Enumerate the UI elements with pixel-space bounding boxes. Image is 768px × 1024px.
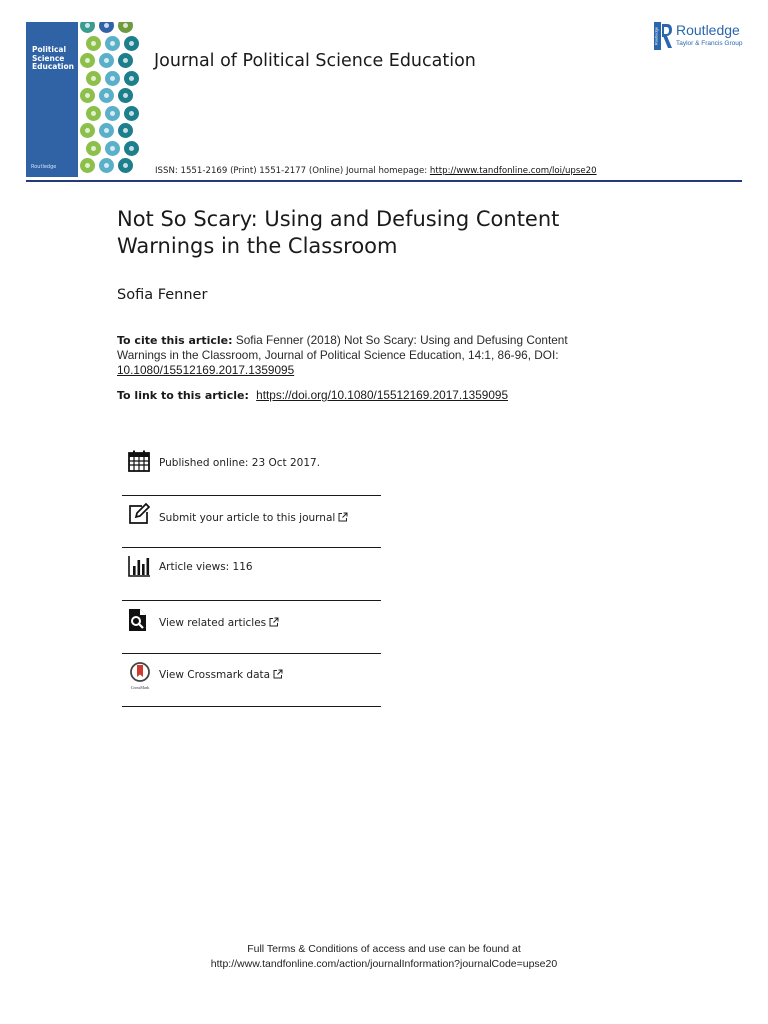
journal-homepage-link[interactable]: http://www.tandfonline.com/loi/upse20 — [429, 166, 597, 176]
bar-chart-icon — [127, 554, 151, 578]
related-articles-row[interactable] — [122, 601, 381, 653]
journal-cover — [26, 22, 140, 177]
submit-article-row[interactable] — [122, 496, 381, 548]
cover-dot-icon — [99, 22, 114, 33]
cover-dot-icon — [105, 36, 120, 51]
cover-dot-icon — [124, 141, 139, 156]
cover-title — [32, 46, 78, 72]
search-document-icon — [127, 608, 151, 632]
cover-icon-grid — [80, 22, 140, 177]
crossmark-text: View Crossmark data — [159, 669, 271, 681]
publisher-subtitle: Taylor & Francis Group — [676, 40, 743, 47]
article-views-text: Article views: 116 — [159, 561, 253, 573]
cover-dot-icon — [86, 71, 101, 86]
cover-dot-icon — [118, 22, 133, 33]
crossmark-caption: CrossMark — [130, 685, 150, 690]
article-link-block — [117, 388, 508, 402]
publisher-logo — [654, 22, 749, 50]
cover-dot-icon — [80, 88, 95, 103]
logo-side-text: Routledge — [654, 26, 659, 46]
cover-dot-icon — [118, 88, 133, 103]
submit-article-link[interactable] — [159, 512, 348, 524]
published-online-row — [122, 443, 381, 495]
footer-terms-text: Full Terms & Conditions of access and use can be found at — [247, 943, 521, 955]
routledge-logo-icon — [654, 22, 673, 50]
external-link-icon — [338, 512, 348, 522]
cover-dot-icon — [86, 141, 101, 156]
cover-publisher: Routledge — [31, 164, 57, 170]
cover-dot-icon — [99, 88, 114, 103]
article-title: Not So Scary: Using and Defusing Content Warnings in the Classroom — [117, 207, 560, 258]
footer-terms-url: http://www.tandfonline.com/action/journalInformation?journalCode=upse20 — [210, 958, 558, 970]
external-link-icon — [273, 669, 283, 679]
header-rule — [26, 180, 742, 182]
crossmark-row[interactable] — [122, 654, 381, 706]
article-doi-link[interactable]: https://doi.org/10.1080/15512169.2017.1359095 — [256, 388, 509, 402]
cover-dot-icon — [86, 106, 101, 121]
cover-dot-icon — [105, 71, 120, 86]
cover-dot-icon — [105, 141, 120, 156]
cover-dot-icon — [124, 36, 139, 51]
footer — [0, 942, 768, 972]
crossmark-link[interactable] — [159, 669, 283, 681]
article-author: Sofia Fenner — [117, 287, 208, 303]
related-articles-text: View related articles — [159, 617, 267, 629]
article-link-label: To link to this article: — [117, 389, 249, 402]
cover-dot-icon — [124, 71, 139, 86]
cover-title-line: Science — [32, 53, 65, 63]
info-divider — [122, 706, 381, 707]
citation-doi-link[interactable]: 10.1080/15512169.2017.1359095 — [117, 363, 295, 377]
cover-dot-icon — [105, 106, 120, 121]
submit-article-text: Submit your article to this journal — [159, 512, 336, 524]
issn-line — [155, 166, 597, 176]
cover-dot-icon — [80, 123, 95, 138]
edit-icon — [127, 502, 151, 526]
cover-dot-icon — [86, 36, 101, 51]
cover-dot-icon — [99, 158, 114, 173]
related-articles-link[interactable] — [159, 617, 279, 629]
cover-dot-icon — [99, 53, 114, 68]
cover-dot-icon — [118, 123, 133, 138]
calendar-icon — [127, 449, 151, 473]
cover-dot-icon — [80, 158, 95, 173]
cover-dot-icon — [80, 53, 95, 68]
citation-text: Sofia Fenner (2018) Not So Scary: Using and Defusing Content Warnings in the Classroom, Journal of Political Science Education, 14:1, 86-96, DOI: — [117, 333, 568, 362]
article-views-row — [122, 548, 381, 600]
cover-dot-icon — [99, 123, 114, 138]
crossmark-icon — [127, 662, 153, 690]
citation-label: To cite this article: — [117, 334, 233, 347]
cover-dot-icon — [80, 22, 95, 33]
cover-dot-icon — [118, 53, 133, 68]
external-link-icon — [269, 617, 279, 627]
issn-text: ISSN: 1551-2169 (Print) 1551-2177 (Online) Journal homepage: — [155, 166, 428, 176]
cover-dot-icon — [124, 106, 139, 121]
publisher-name: Routledge — [676, 22, 740, 38]
cover-dot-icon — [118, 158, 133, 173]
journal-title: Journal of Political Science Education — [154, 51, 476, 71]
cover-title-line: Education — [32, 62, 74, 71]
published-online-text: Published online: 23 Oct 2017. — [159, 457, 321, 469]
citation-block — [117, 333, 597, 378]
cover-title-line: Political — [32, 45, 67, 54]
